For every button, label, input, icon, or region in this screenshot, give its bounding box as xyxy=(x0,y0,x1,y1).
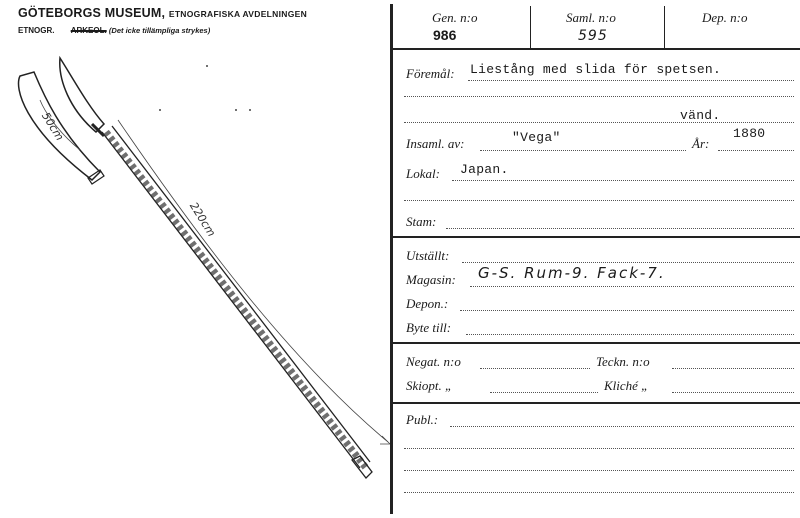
lokal-label: Lokal: xyxy=(406,166,440,181)
museum-header xyxy=(18,6,307,20)
negat-label: Negat. n:o xyxy=(406,354,461,369)
category-line xyxy=(18,26,210,35)
kliche-label: Kliché „ xyxy=(604,378,649,393)
museum-name: GÖTEBORGS MUSEUM, xyxy=(18,6,166,20)
dep-no-label: Dep. n:o xyxy=(702,10,748,25)
dot xyxy=(206,65,208,67)
saml-no-label: Saml. n:o xyxy=(566,10,616,25)
stam-label: Stam: xyxy=(406,214,437,229)
blade-length-note: 50cm xyxy=(38,110,67,143)
etnogr-label: ETNOGR. xyxy=(18,26,55,35)
shaft-top-line xyxy=(102,132,360,468)
department-name: ETNOGRAFISKA AVDELNINGEN xyxy=(168,9,308,19)
utstallt-label: Utställt: xyxy=(406,248,450,263)
shaft-length-note: 220cm xyxy=(186,200,219,239)
number-row-divider xyxy=(392,48,800,50)
shaft-decoration xyxy=(106,132,366,468)
section-divider-1 xyxy=(392,236,800,238)
shaft-bottom-line xyxy=(112,126,370,462)
number-divider-1 xyxy=(530,6,531,48)
strike-note: (Det icke tillämpliga strykes) xyxy=(108,26,211,35)
lokal-value: Japan. xyxy=(460,162,509,177)
dot xyxy=(249,109,251,111)
depon-label: Depon.: xyxy=(406,296,449,311)
section-divider-2 xyxy=(392,342,800,344)
publ-label: Publ.: xyxy=(406,412,439,427)
dot xyxy=(159,109,161,111)
foremal-continuation: vänd. xyxy=(680,108,721,123)
saml-no-value: 595 xyxy=(578,28,608,44)
ar-value: 1880 xyxy=(733,126,766,141)
byte-till-label: Byte till: xyxy=(406,320,452,335)
card-left-border xyxy=(390,4,393,514)
gen-no-value: 986 xyxy=(433,27,457,43)
section-divider-3 xyxy=(392,402,800,404)
object-sketch xyxy=(0,40,400,518)
skiopt-label: Skiopt. „ xyxy=(406,378,453,393)
number-divider-2 xyxy=(664,6,665,48)
dot xyxy=(235,109,237,111)
magasin-value: G-S. Rum-9. Fack-7. xyxy=(478,264,666,282)
arkeol-struck-label: ARKEOL. xyxy=(70,26,107,35)
teckn-label: Teckn. n:o xyxy=(596,354,650,369)
foremal-value: Liestång med slida för spetsen. xyxy=(470,62,722,77)
ar-label: År: xyxy=(692,136,710,151)
insaml-value: "Vega" xyxy=(512,130,561,145)
insaml-label: Insaml. av: xyxy=(406,136,465,151)
gen-no-label: Gen. n:o xyxy=(432,10,478,25)
blade-outline xyxy=(60,58,104,132)
foremal-label: Föremål: xyxy=(406,66,455,81)
magasin-label: Magasin: xyxy=(406,272,456,287)
shaft-measure-line xyxy=(118,120,388,442)
measure-arrow xyxy=(380,436,390,444)
